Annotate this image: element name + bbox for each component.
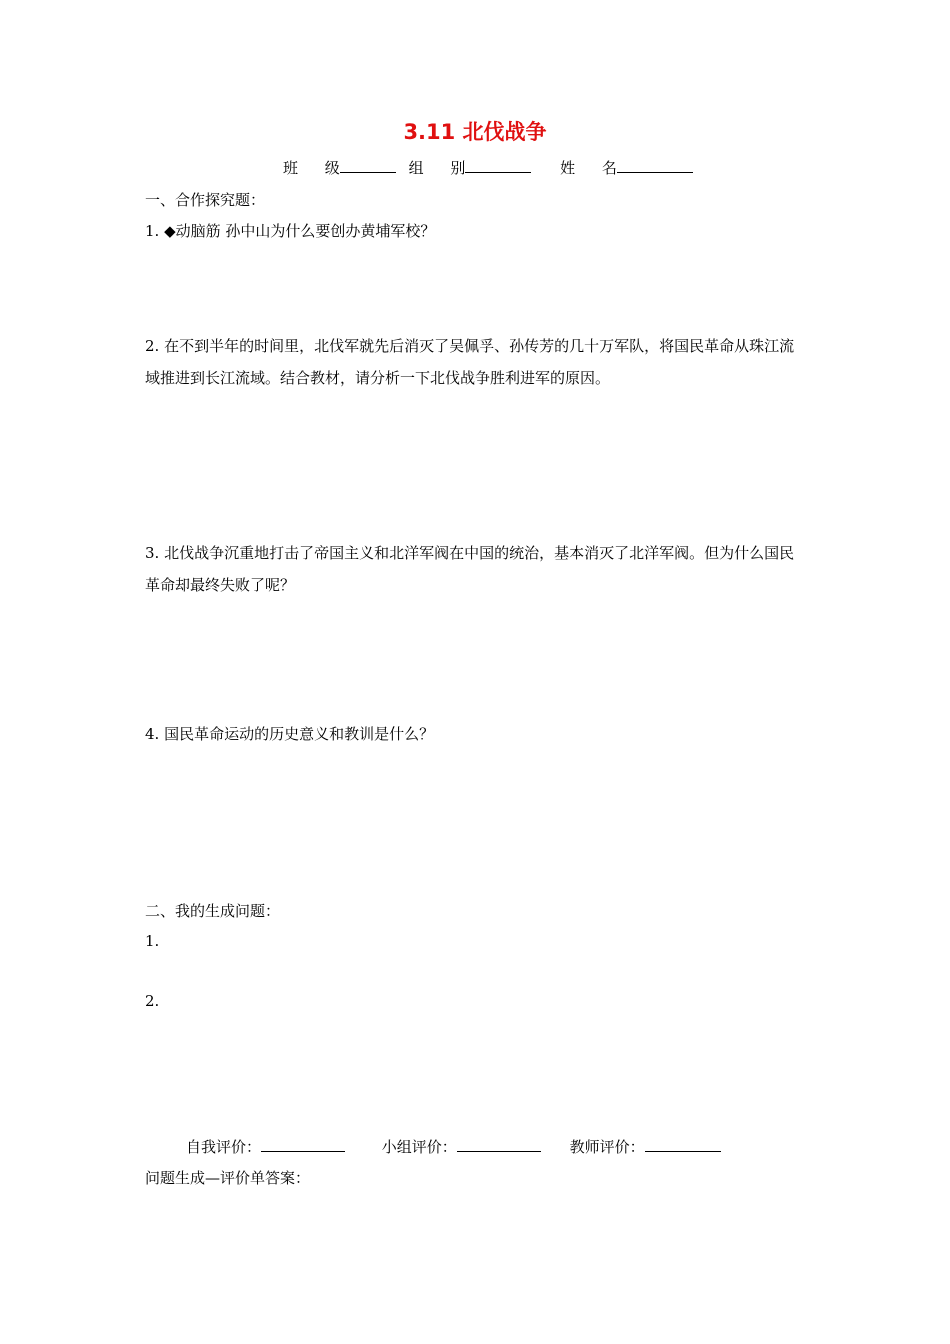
question-2: 2. 在不到半年的时间里，北伐军就先后消灭了吴佩孚、孙传芳的几十万军队，将国民革命从珠江流域推进到长江流域。结合教材，请分析一下北伐战争胜利进军的原因。 (145, 337, 795, 387)
name-label: 姓 名 (560, 159, 617, 177)
self-eval-label: 自我评价： (186, 1138, 262, 1156)
group-eval-label: 小组评价： (381, 1138, 457, 1156)
class-label: 班 级 (283, 159, 340, 177)
teacher-eval-blank[interactable] (645, 1136, 721, 1152)
teacher-eval-label: 教师评价： (569, 1138, 645, 1156)
evaluation-row (186, 1136, 721, 1157)
page-title: 3.11 北伐战争 (403, 120, 547, 144)
group-label: 组 别 (408, 159, 466, 177)
generated-question-2: 2. (145, 992, 160, 1010)
name-blank[interactable] (617, 157, 693, 173)
group-eval-blank[interactable] (457, 1136, 541, 1152)
question-1: 1. ◆动脑筋 孙中山为什么要创办黄埔军校？ (145, 222, 436, 240)
generated-question-1: 1. (145, 932, 160, 950)
question-3: 3. 北伐战争沉重地打击了帝国主义和北洋军阀在中国的统治，基本消灭了北洋军阀。但为什么国民革命却最终失败了呢？ (145, 544, 795, 594)
question-4: 4. 国民革命运动的历史意义和教训是什么？ (145, 725, 435, 743)
group-blank[interactable] (465, 157, 531, 173)
answer-heading: 问题生成—评价单答案： (145, 1169, 311, 1187)
section-1-heading: 一、合作探究题： (145, 191, 266, 209)
class-blank[interactable] (340, 157, 396, 173)
student-info-row (283, 157, 693, 178)
self-eval-blank[interactable] (261, 1136, 345, 1152)
section-2-heading: 二、我的生成问题： (145, 902, 281, 920)
